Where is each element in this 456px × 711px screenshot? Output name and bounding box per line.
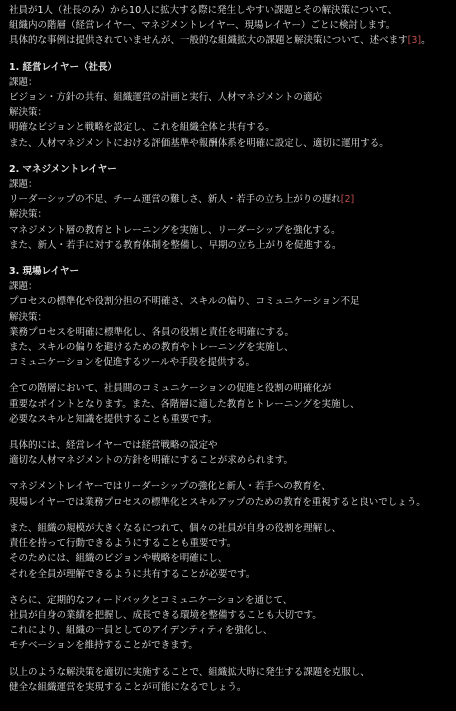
issue-label: 課題： bbox=[9, 281, 38, 293]
issue-text: ビジョン・方針の共有、組織運営の計画と実行、人材マネジメントの適応 bbox=[9, 92, 323, 104]
paragraph-line: 必要なスキルと知識を提供することも重要です。 bbox=[9, 413, 218, 425]
section-management-top bbox=[9, 60, 448, 151]
paragraph-line: 具体的には、経営レイヤーでは経営戦略の設定や bbox=[9, 440, 218, 452]
paragraph-line: モチベーションを維持することができます。 bbox=[9, 640, 198, 652]
paragraph-line: 健全な組織運営を実現することが可能になるでしょう。 bbox=[9, 681, 247, 693]
paragraph-line: 現場レイヤーでは業務プロセスの標準化とスキルアップのための教育を重視すると良いでしょう。 bbox=[9, 496, 426, 508]
paragraph-line: 社員が自身の業績を把握し、成長できる環境を整備することも大切です。 bbox=[9, 609, 322, 621]
conclusion-paragraph bbox=[9, 665, 448, 695]
solution-label: 解決策： bbox=[9, 209, 48, 221]
citation-link[interactable]: [2] bbox=[340, 194, 355, 206]
solution-line: また、新人・若手に対する教育体制を整備し、早期の立ち上がりを促進する。 bbox=[9, 239, 342, 251]
solution-line: マネジメント層の教育とトレーニングを実施し、リーダーシップを強化する。 bbox=[9, 224, 341, 236]
intro-line: 社員が1人（社長のみ）から10人に拡大する際に発生しやすい課題とその解決策について、 bbox=[9, 5, 398, 16]
solution-line: また、人材マネジメントにおける評価基準や報酬体系を明確に設定し、適切に運用する。 bbox=[9, 137, 389, 149]
citation-link[interactable]: [3] bbox=[407, 35, 422, 47]
paragraph-line: 責任を持って行動できるようにすることも重要です。 bbox=[9, 538, 237, 550]
solution-line: 業務プロセスを明確に標準化し、各員の役割と責任を明確にする。 bbox=[9, 326, 295, 338]
section-management-layer bbox=[9, 162, 448, 253]
summary-paragraph bbox=[9, 593, 448, 654]
summary-paragraph bbox=[9, 479, 448, 509]
intro-line-end: 。 bbox=[421, 35, 431, 47]
section-heading: 1. 経営レイヤー（社長） bbox=[9, 61, 118, 73]
issue-text: プロセスの標準化や役割分担の不明確さ、スキルの偏り、コミュニケーション不足 bbox=[9, 296, 360, 308]
solution-line: また、スキルの偏りを避けるための教育やトレーニングを実施し、 bbox=[9, 342, 294, 354]
paragraph-line: マネジメントレイヤーではリーダーシップの強化と新人・若手への教育を、 bbox=[9, 481, 331, 493]
issue-line bbox=[9, 192, 448, 207]
paragraph-line: さらに、定期的なフィードバックとコミュニケーションを通じて、 bbox=[9, 594, 293, 606]
section-heading: 3. 現場レイヤー bbox=[9, 266, 80, 278]
intro-line: 組織内の階層（経営レイヤー、マネジメントレイヤー、現場レイヤー）ごとに検討します。 bbox=[9, 20, 396, 32]
summary-paragraph bbox=[9, 521, 448, 582]
intro-paragraph bbox=[9, 3, 448, 49]
solution-line: コミュニケーションを促進するツールや手段を提供する。 bbox=[9, 357, 256, 369]
issue-text: リーダーシップの不足、チーム運営の難しさ、新人・若手の立ち上がりの遅れ bbox=[9, 194, 341, 206]
paragraph-line: これにより、組織の一員としてのアイデンティティを強化し、 bbox=[9, 625, 273, 637]
paragraph-line: 以上のような解決策を適切に実施することで、組織拡大時に発生する課題を克服し、 bbox=[9, 666, 370, 678]
solution-line: 明確なビジョンと戦略を設定し、これを組織全体と共有する。 bbox=[9, 122, 275, 134]
paragraph-line: 全ての階層において、社員間のコミュニケーションの促進と役割の明確化が bbox=[9, 383, 332, 395]
summary-paragraph bbox=[9, 381, 448, 427]
solution-label: 解決策： bbox=[9, 311, 48, 323]
paragraph-line: 適切な人材マネジメントの方針を明確にすることが求められます。 bbox=[9, 455, 293, 467]
summary-paragraph bbox=[9, 438, 448, 468]
solution-label: 解決策： bbox=[9, 107, 48, 119]
issue-label: 課題： bbox=[9, 76, 38, 88]
intro-line-text: 具体的な事例は提供されていませんが、一般的な組織拡大の課題と解決策について、述べます bbox=[9, 35, 408, 47]
section-field-layer bbox=[9, 264, 448, 370]
intro-line bbox=[9, 33, 448, 48]
paragraph-line: 重要なポイントとなります。また、各階層に適した教育とトレーニングを実施し、 bbox=[9, 398, 360, 410]
paragraph-line: そのためには、組織のビジョンや戦略を明確にし、 bbox=[9, 553, 228, 565]
issue-label: 課題： bbox=[9, 179, 38, 191]
paragraph-line: また、組織の規模が大きくなるにつれて、個々の社員が自身の役割を理解し、 bbox=[9, 522, 342, 534]
section-heading: 2. マネジメントレイヤー bbox=[9, 163, 117, 175]
paragraph-line: それを全員が理解できるように共有することが必要です。 bbox=[9, 568, 256, 580]
